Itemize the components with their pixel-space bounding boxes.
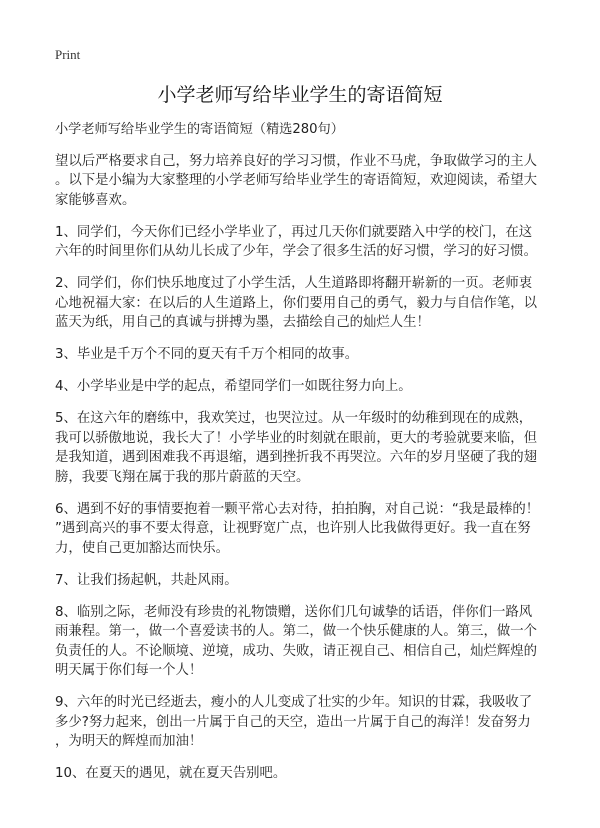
paragraph [55, 500, 575, 559]
paragraph-line: 雨兼程。第一，做一个喜爱读书的人。第二，做一个快乐健康的人。第三，做一个 [55, 624, 538, 639]
paragraph-line: 10、在夏天的遇见，就在夏天告别吧。 [55, 766, 287, 781]
paragraph-line: 4、小学毕业是中学的起点，希望同学们一如既往努力向上。 [55, 379, 412, 394]
paragraph-line: 膀，我要飞翔在属于我的那片蔚蓝的天空。 [55, 469, 310, 485]
paragraph [55, 693, 575, 752]
paragraph-line: 力，使自己更加豁达而快乐。 [55, 540, 230, 556]
paragraph-line: 7、让我们扬起帆，共赴风雨。 [55, 572, 238, 588]
paragraph-line: 2、同学们，你们快乐地度过了小学生活，人生道路即将翻开崭新的一页。老师衷 [55, 276, 533, 291]
paragraph-line: 6、遇到不好的事情要抱着一颗平常心去对待，拍拍胸，对自己说：“我是最棒的！ [55, 501, 540, 517]
paragraph [55, 377, 575, 397]
paragraph-line: 9、六年的时光已经逝去，瘦小的人儿变成了壮实的少年。知识的甘霖，我吸收了 [55, 695, 533, 710]
paragraph-line: 3、毕业是千万个不同的夏天有千万个相同的故事。 [55, 347, 359, 362]
paragraph-line: 六年的时间里你们从幼儿长成了少年，学会了很多生活的好习惯，学习的好习惯。 [55, 244, 538, 259]
paragraph-line: ”遇到高兴的事不要太得意，让视野宽广点，也许别人比我做得更好。我一直在努 [55, 521, 531, 536]
paragraph [55, 571, 575, 591]
paragraph [55, 223, 575, 262]
paragraph-line: 8、临别之际，老师没有珍贵的礼物馈赠，送你们几句诚挚的话语，伴你们一路风 [55, 604, 533, 620]
paragraph-line: 5、在这六年的磨练中，我欢笑过，也哭泣过。从一年级时的幼稚到现在的成熟， [55, 411, 533, 426]
paragraph [55, 274, 575, 333]
paragraph-line: 心地祝福大家：在以后的人生道路上，你们要用自己的勇气，毅力与自信作笔，以 [55, 295, 538, 311]
article-subtitle: 小学老师写给毕业学生的寄语简短（精选280句） [55, 122, 344, 137]
paragraph-line: 1、同学们，今天你们已经小学毕业了，再过几天你们就要踏入中学的校门，在这 [55, 224, 533, 240]
page-title: 小学老师写给毕业学生的寄语简短 [157, 84, 443, 106]
paragraph-line: ，为明天的辉煌而加油！ [55, 734, 203, 749]
paragraph [55, 603, 575, 681]
paragraph-line: 明天属于你们每一个人！ [55, 663, 203, 678]
paragraph [55, 345, 575, 365]
paragraph-line: 。以下是小编为大家整理的小学老师写给毕业学生的寄语简短，欢迎阅读，希望大 [55, 173, 538, 188]
paragraph [55, 409, 575, 487]
paragraph-line: 多少?努力起来，创出一片属于自己的天空，造出一片属于自己的海洋！发奋努力 [55, 714, 531, 730]
paragraph-line: 望以后严格要求自己，努力培养良好的学习习惯，作业不马虎，争取做学习的主人 [55, 153, 538, 169]
article-body [55, 120, 575, 796]
paragraph [55, 152, 575, 211]
paragraph [55, 764, 575, 784]
paragraph-line: 是我知道，遇到困难我不再退缩，遇到挫折我不再哭泣。六年的岁月坚硬了我的翅 [55, 450, 538, 465]
paragraph-line: 我可以骄傲地说，我长大了！小学毕业的时刻就在眼前，更大的考验就要来临，但 [55, 430, 538, 446]
paragraph-line: 家能够喜欢。 [55, 192, 136, 208]
paragraph-line: 蓝天为纸，用自己的真诚与拼搏为墨，去描绘自己的灿烂人生！ [55, 315, 430, 330]
paragraph-line: 负责任的人。不论顺境、逆境，成功、失败，请正视自己、相信自己，灿烂辉煌的 [55, 643, 538, 659]
print-link[interactable]: Print [55, 47, 81, 62]
